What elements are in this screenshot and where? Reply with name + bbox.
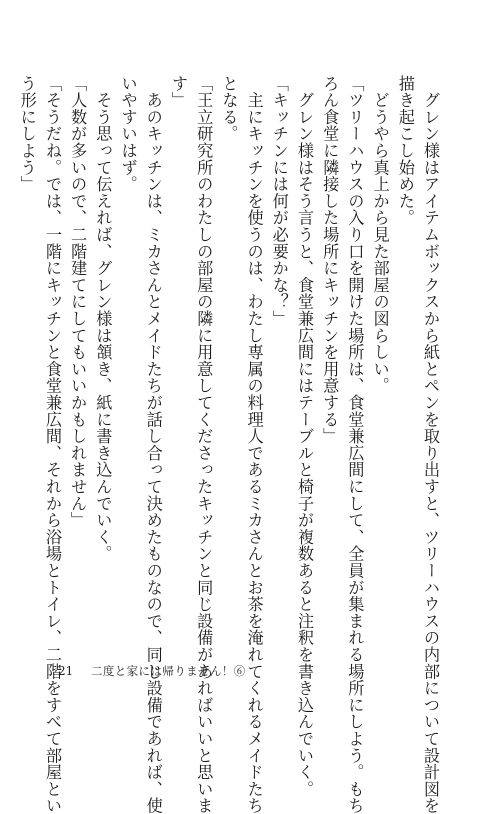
text-line: グレン様はそう言うと、食堂兼広間にはテーブルと椅子が複数あると注釈を書き込んでいく。 — [294, 75, 314, 798]
running-title: 二度と家には帰りません！⑥ — [90, 664, 246, 678]
text-line: となる。 — [219, 75, 239, 143]
text-line: あのキッチンは、ミカさんとメイドたちが話し合って決めたものなので、同じ設備であれば、使 — [143, 75, 163, 814]
text-line: 「キッチンには何が必要かな？」 — [269, 75, 289, 327]
text-line: 「王立研究所のわたしの部屋の隣に用意してくださったキッチンと同じ設備があればいいと思いま — [194, 75, 214, 814]
text-line: どうやら真上から見た部屋の図らしい。 — [370, 75, 390, 395]
text-line: いやすいはず。 — [118, 75, 138, 193]
text-line: 描き起こし始めた。 — [395, 75, 415, 227]
text-line: 「ツリーハウスの入り口を開けた場所は、食堂兼広間にして、全員が集まれる場所にしよう。もち — [345, 75, 365, 814]
page-number: 21 — [58, 664, 74, 678]
page-footer — [58, 663, 246, 679]
text-line: う形にしよう」 — [17, 75, 37, 193]
text-line: ろん食堂に隣接した場所にキッチンを用意する」 — [320, 75, 340, 445]
text-line: 主にキッチンを使うのは、わたし専属の料理人であるミカさんとお茶を淹れてくれるメイドたち — [244, 75, 264, 814]
text-line: そう思って伝えれば、グレン様は頷き、紙に書き込んでいく。 — [93, 75, 113, 563]
text-line: す」 — [168, 75, 188, 109]
text-line: 「人数が多いので、二階建てにしてもいいかもしれません」 — [68, 75, 88, 529]
text-line: 「そうだね。では、一階にキッチンと食堂兼広間、それから浴場とトイレ、二階をすべて部屋とい — [42, 75, 62, 814]
text-line: グレン様はアイテムボックスから紙とペンを取り出すと、ツリーハウスの内部について設計図を — [421, 75, 440, 814]
